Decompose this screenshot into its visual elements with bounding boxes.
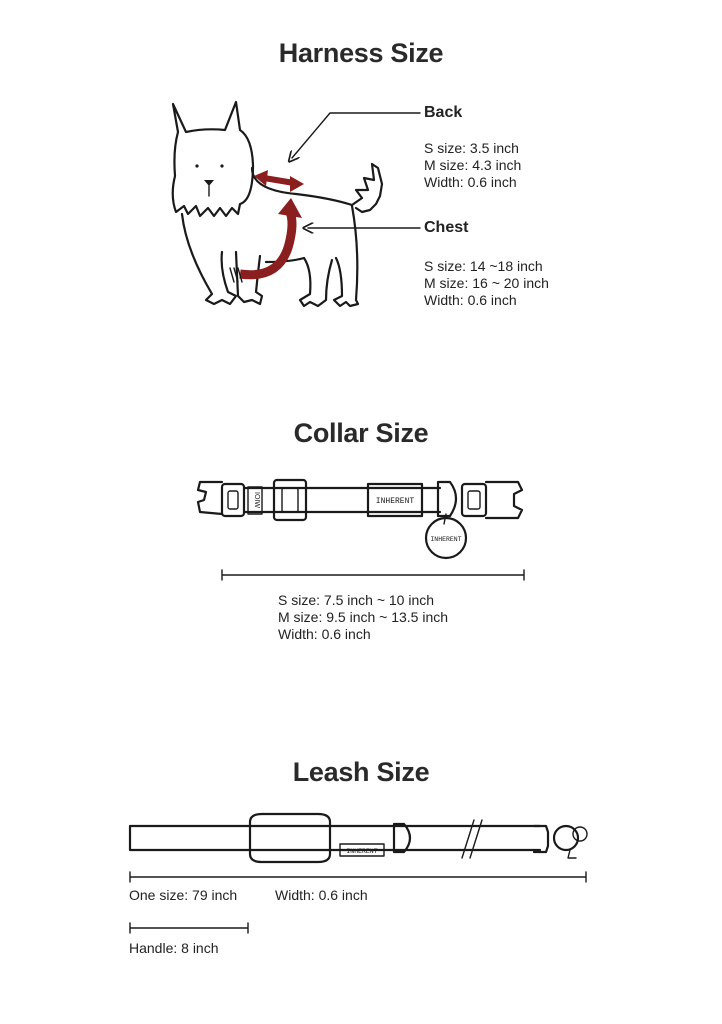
back-pointer — [292, 113, 420, 158]
chest-width: Width: 0.6 inch — [424, 292, 517, 308]
harness-title: Harness Size — [278, 38, 444, 68]
leash-width: Width: 0.6 inch — [275, 887, 368, 903]
chest-s-size: S size: 14 ~18 inch — [424, 258, 543, 274]
collar-m-size: M size: 9.5 inch ~ 13.5 inch — [278, 609, 449, 625]
back-width: Width: 0.6 inch — [424, 174, 517, 190]
collar-s-size: S size: 7.5 inch ~ 10 inch — [278, 592, 435, 608]
back-label: Back — [424, 104, 463, 121]
collar-brand-tag: INHERENT — [375, 497, 415, 506]
back-s-size: S size: 3.5 inch — [424, 140, 519, 156]
collar-width: Width: 0.6 inch — [278, 626, 371, 642]
leash-title: Leash Size — [292, 757, 430, 787]
dog-illustration — [173, 102, 382, 306]
handle-measure-line — [130, 923, 248, 933]
leash-handle: Handle: 8 inch — [129, 940, 219, 956]
collar-measure-line — [222, 570, 524, 580]
chest-m-size: M size: 16 ~ 20 inch — [424, 275, 549, 291]
leash-illustration — [130, 814, 587, 862]
leash-one-size: One size: 79 inch — [129, 887, 238, 903]
chest-label: Chest — [424, 219, 469, 236]
collar-id-tag: INHERENT — [430, 536, 462, 543]
leash-brand-tag: INHERENT — [346, 848, 378, 855]
collar-buckle-text: IOIW — [253, 492, 260, 508]
collar-title: Collar Size — [293, 418, 429, 448]
back-m-size: M size: 4.3 inch — [424, 157, 522, 173]
leash-measure-line — [130, 872, 586, 882]
collar-illustration — [198, 480, 522, 558]
